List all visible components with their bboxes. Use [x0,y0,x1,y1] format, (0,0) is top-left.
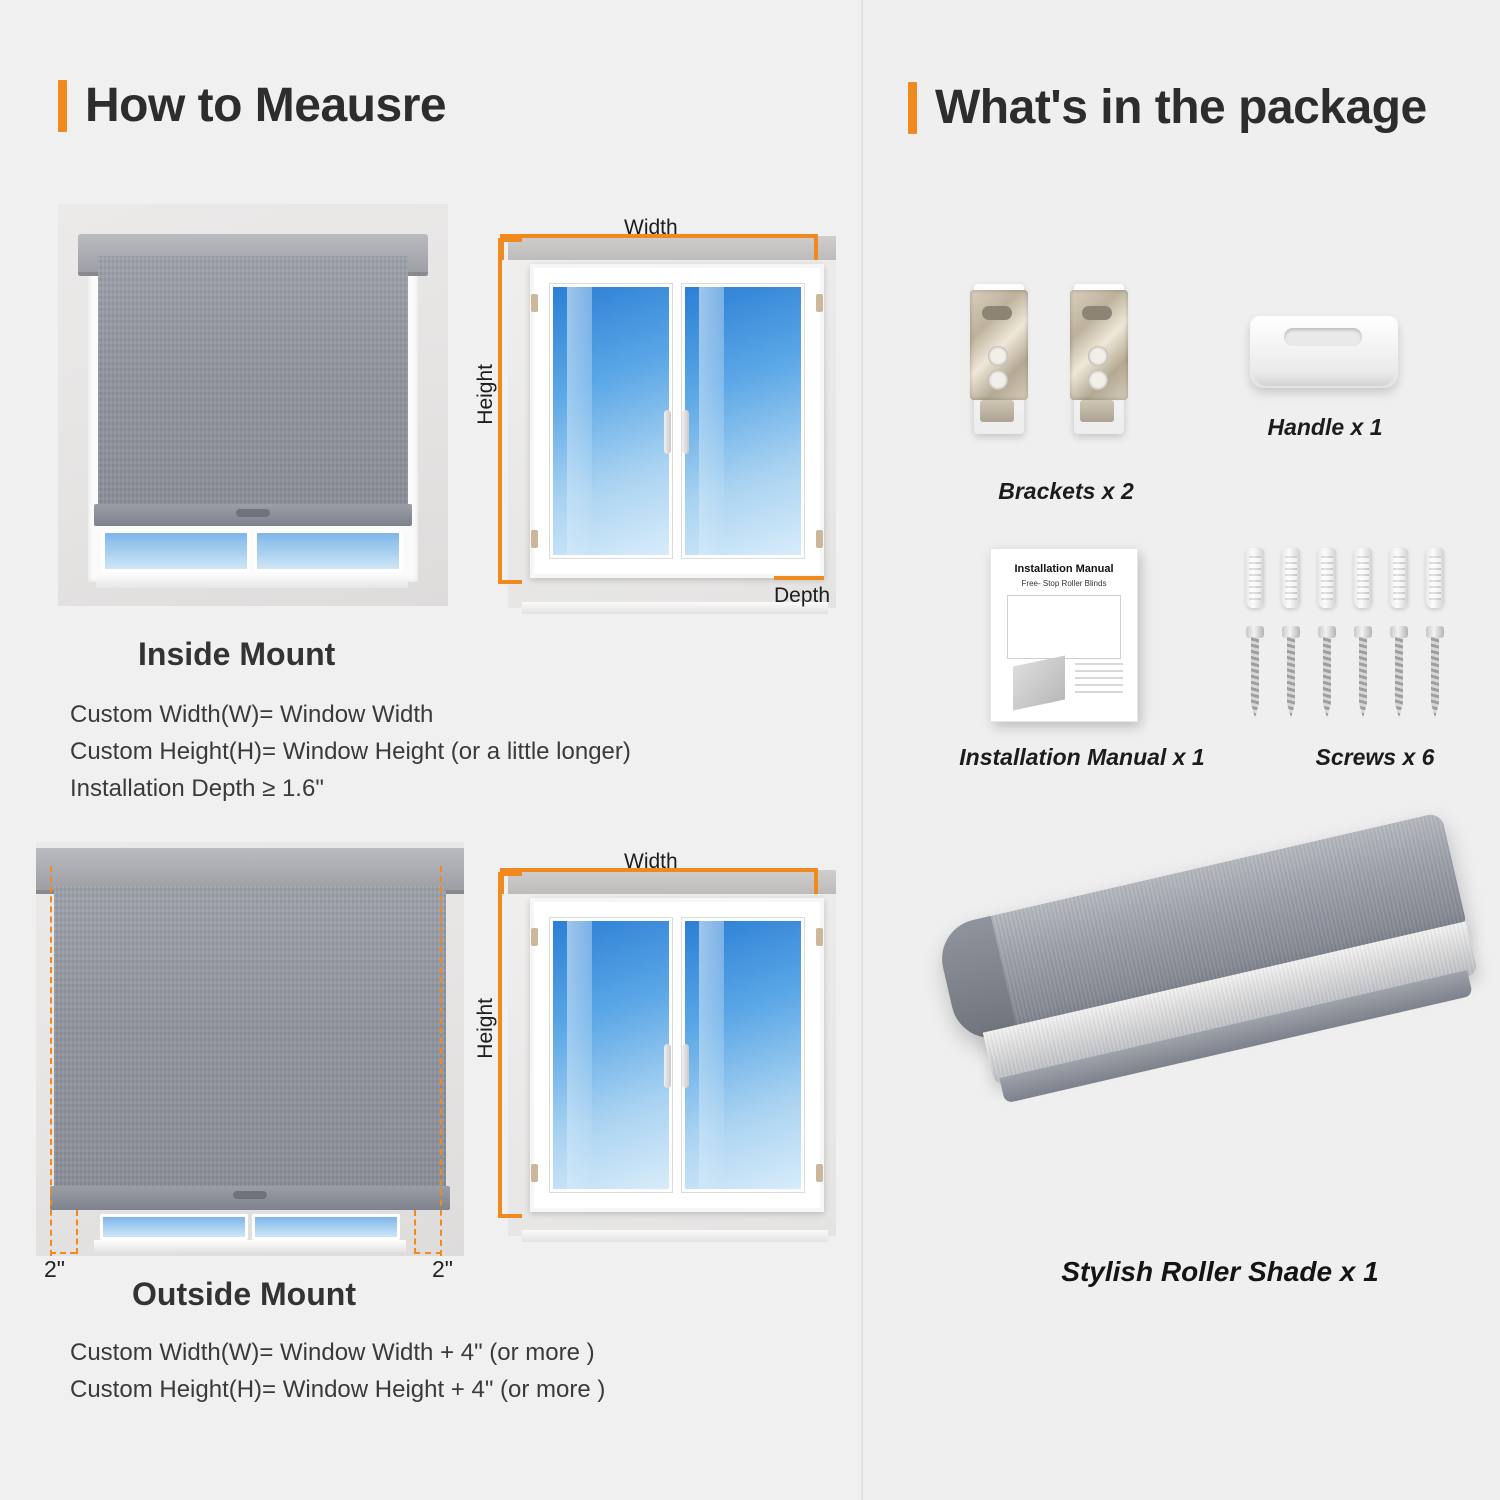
section-title-text: How to Meausre [85,79,447,132]
caption-screws: Screws x 6 [1315,744,1435,770]
height-measure-line [498,238,502,584]
bracket-screw-hole [988,370,1008,390]
manual-figure-box [1007,595,1121,659]
glass-pane [685,287,801,555]
screw-icon [1282,626,1300,718]
outside-bullet-1: Custom Width(W)= Window Width + 4" (or more ) [70,1339,595,1366]
bottom-bar [94,504,412,526]
label-height: Height [474,364,497,425]
label-height: Height [474,998,497,1059]
window-glass [100,1214,400,1240]
diagram-inside-mount [474,216,846,630]
window-edge-guide-right [414,1210,416,1254]
manual-text-lines [1075,663,1123,698]
depth-measure-line [774,576,824,580]
window-sash-left [544,912,678,1198]
window-sash-right [676,278,810,564]
section-title-text: What's in the package [935,81,1427,134]
product-photo-roller-shade [960,880,1480,1220]
caption-brackets: Brackets x 2 [998,478,1134,504]
wall-anchor-icon [1282,548,1300,608]
height-measure-line [498,872,502,1218]
glass-pane [553,287,669,555]
shade-fabric [54,886,446,1188]
column-divider [861,0,863,1500]
label-right-margin: 2" [432,1256,453,1282]
manual-illustration [1013,655,1065,710]
inside-bullet-3: Installation Depth ≥ 1.6" [70,775,324,802]
left-overlap-measure [50,1252,76,1254]
handle-grip [1284,328,1362,346]
bracket-tab [980,400,1014,422]
left-overlap-guide [50,866,52,1256]
glass-pane-right [254,530,402,572]
label-left-margin: 2" [44,1256,65,1282]
accent-bar-icon [58,80,67,132]
hinge-icon [531,1164,538,1182]
hinge-icon [531,530,538,548]
window-handle-left-icon [664,1044,671,1088]
caption-outside-mount: Outside Mount [132,1276,356,1312]
inside-bullet-2: Custom Height(H)= Window Height (or a little longer) [70,738,631,765]
bracket-part-2 [1068,284,1130,436]
bottom-bar-grip-icon [233,1191,267,1199]
photo-inside-mount [58,204,448,606]
window-handle-right-icon [682,410,689,454]
wall-anchor-icon [1318,548,1336,608]
bracket-screw-hole [1088,370,1108,390]
window-sill [522,1230,828,1242]
hinge-icon [816,530,823,548]
outside-bullet-2: Custom Height(H)= Window Height + 4" (or more ) [70,1376,606,1403]
caption-manual: Installation Manual x 1 [959,744,1205,770]
window-sash-left [544,278,678,564]
caption-product: Stylish Roller Shade x 1 [1061,1256,1379,1287]
wall-anchor-icon [1390,548,1408,608]
bracket-slot [982,306,1012,320]
bracket-tab [1080,400,1114,422]
screw-icon [1246,626,1264,718]
glass-pane-left [102,530,250,572]
right-overlap-guide [440,866,442,1256]
window-sill [96,574,408,588]
window-glass [102,530,402,572]
height-measure-tick-bottom [498,580,522,584]
height-measure-tick-top [498,238,522,242]
window-sill [94,1240,406,1252]
height-measure-tick-bottom [498,1214,522,1218]
label-width: Width [624,216,678,239]
hinge-icon [531,928,538,946]
glass-pane [553,921,669,1189]
window-handle-left-icon [664,410,671,454]
width-measure-tick-right [814,868,818,894]
hinge-icon [816,1164,823,1182]
right-overlap-measure [414,1252,442,1254]
wall-anchor-icon [1354,548,1372,608]
bottom-bar-grip-icon [236,509,270,517]
screw-icon [1390,626,1408,718]
bracket-slot [1082,306,1112,320]
manual-subtitle: Free- Stop Roller Blinds [1021,579,1107,588]
caption-inside-mount: Inside Mount [138,636,336,672]
window-frame [530,264,824,578]
accent-bar-icon [908,82,917,134]
installation-manual-part [990,548,1138,722]
width-measure-tick-right [814,234,818,260]
shade-fabric [98,256,408,506]
section-title-how-to-measure [58,78,446,133]
window-edge-guide-left [76,1210,78,1254]
inside-bullet-1: Custom Width(W)= Window Width [70,701,434,728]
handle-part [1250,316,1398,388]
screw-icon [1426,626,1444,718]
glass-pane-left [100,1214,248,1240]
bracket-screw-hole [1088,346,1108,366]
screw-icon [1354,626,1372,718]
height-measure-tick-top [498,872,522,876]
hinge-icon [816,294,823,312]
diagram-outside-mount [474,850,846,1258]
caption-handle: Handle x 1 [1267,414,1383,440]
glass-pane-right [252,1214,400,1240]
window-handle-right-icon [682,1044,689,1088]
bracket-screw-hole [988,346,1008,366]
glass-pane [685,921,801,1189]
hinge-icon [531,294,538,312]
label-width: Width [624,850,678,873]
hinge-icon [816,928,823,946]
label-depth: Depth [774,584,831,607]
bottom-bar [50,1186,450,1210]
manual-title: Installation Manual [1014,563,1114,575]
screw-icon [1318,626,1336,718]
section-title-package [908,80,1427,135]
window-sash-right [676,912,810,1198]
window-frame [530,898,824,1212]
wall-anchor-icon [1426,548,1444,608]
handle-lip [1254,374,1394,386]
photo-outside-mount [36,842,464,1256]
bracket-part-1 [968,284,1030,436]
wall-anchor-icon [1246,548,1264,608]
